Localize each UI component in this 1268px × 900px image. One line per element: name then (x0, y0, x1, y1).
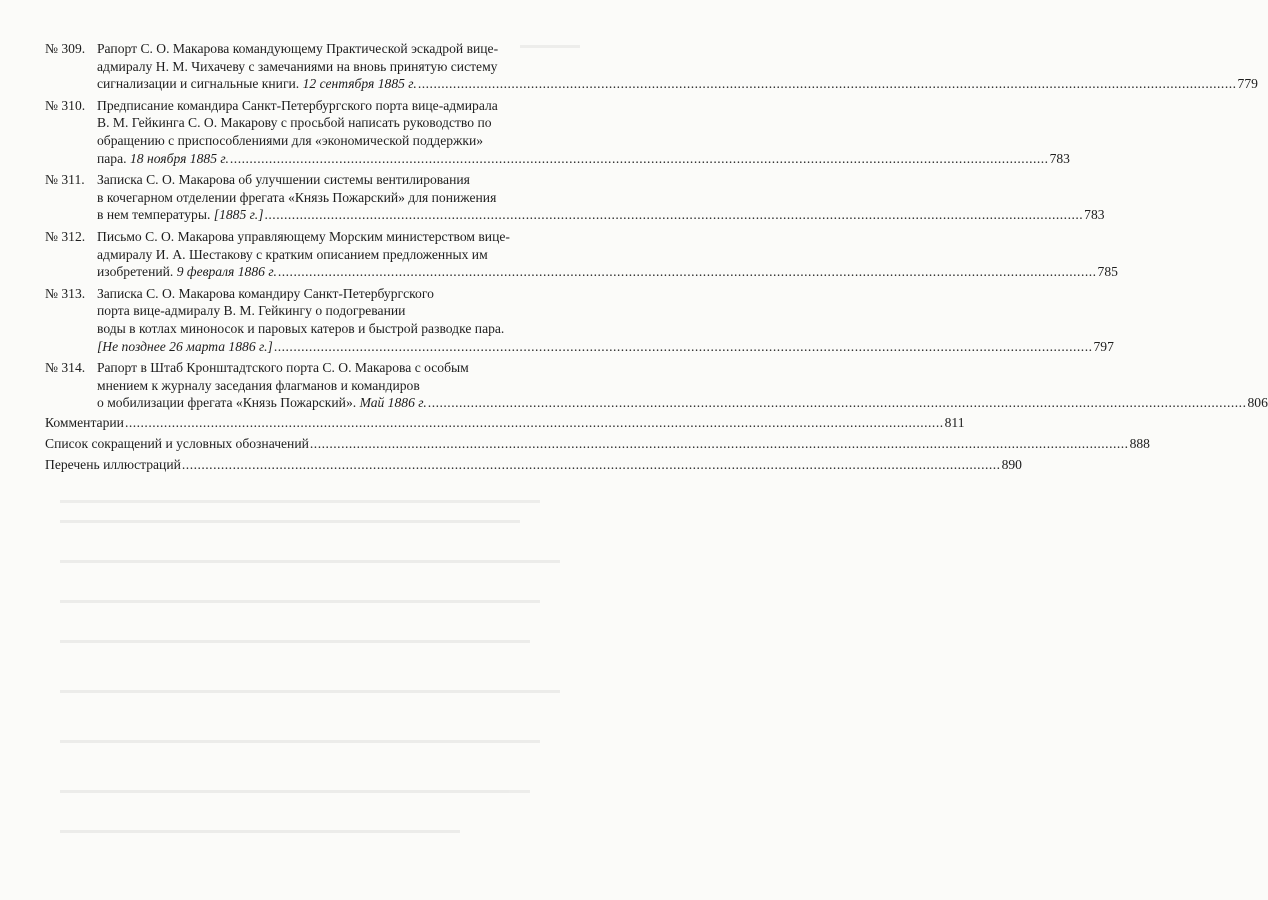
entry-title-line: мнением к журналу заседания флагманов и командиров (97, 377, 420, 393)
entry-last-line (97, 206, 1105, 224)
entry-title-line: В. М. Гейкинга С. О. Макарову с просьбой написать руководство по (97, 115, 492, 131)
entry-date: 18 ноября 1885 г. (129, 150, 229, 166)
entry-page-number: 797 (1093, 338, 1114, 354)
entry-title-line: Рапорт С. О. Макарова командующему Практической эскадрой вице- (97, 41, 499, 56)
entry-date: Май 1886 г. (359, 395, 427, 411)
entry-last-line (97, 150, 1070, 168)
toc-entry[interactable] (45, 171, 1105, 224)
entry-date: 9 февраля 1886 г. (176, 264, 277, 280)
entry-number: № 309. (45, 41, 86, 56)
entry-title-line: Записка С. О. Макарова командиру Санкт-Петербургского (97, 285, 434, 301)
entry-date: [Не позднее 26 марта 1886 г.] (97, 338, 273, 354)
entry-body (97, 285, 1114, 355)
entry-title-line: Предписание командира Санкт-Петербургского порта вице-адмирала (97, 97, 498, 113)
entry-title-line: в кочегарном отделении фрегата «Князь Пожарский» для понижения (97, 189, 497, 205)
entry-title-tail: пара. (97, 150, 127, 166)
entry-body (97, 97, 1070, 167)
entry-number: № 310. (45, 97, 86, 113)
entry-date: 12 сентября 1885 г. (302, 76, 417, 92)
entry-number: № 312. (45, 228, 86, 244)
entry-title-line: Записка С. О. Макарова об улучшении системы вентилирования (97, 172, 470, 188)
entry-last-line (97, 263, 1118, 281)
entry-body (97, 171, 1105, 224)
entry-title-line: адмиралу И. А. Шестакову с кратким описанием предложенных им (97, 246, 488, 262)
entry-title-line: обращению с приспособлениями для «экономической поддержки» (97, 132, 484, 148)
entry-title-line: Письмо С. О. Макарова управляющему Морским министерством вице- (97, 228, 510, 244)
dot-leader (310, 433, 1129, 454)
entry-number: № 311. (45, 172, 85, 188)
entry-title-line: Рапорт в Штаб Кронштадтского порта С. О. Макарова с особым (97, 360, 469, 376)
toc-entry[interactable] (45, 228, 1118, 281)
dot-leader (182, 454, 1001, 475)
entry-title-line: порта вице-адмиралу В. М. Гейкингу о подогревании (97, 303, 406, 319)
entry-body (97, 359, 1268, 412)
toc-entry[interactable] (45, 285, 1114, 355)
entry-body (97, 40, 1258, 93)
entry-title-tail: изобретений. (97, 264, 174, 280)
appendix-page-number: 890 (1001, 457, 1022, 472)
entry-title-tail: в нем температуры. (97, 207, 211, 223)
appendix-label: Перечень иллюстраций (45, 457, 181, 472)
appendix-label: Список сокращений и условных обозначений (45, 436, 309, 451)
toc-entries (45, 40, 1268, 416)
toc-appendix (45, 412, 1150, 475)
entry-last-line (97, 394, 1268, 412)
toc-entry[interactable] (45, 40, 1258, 93)
entry-number: № 313. (45, 285, 86, 301)
entry-page-number: 783 (1084, 207, 1105, 223)
entry-date: [1885 г.] (213, 207, 264, 223)
entry-title-tail: о мобилизации фрегата «Князь Пожарский». (97, 395, 357, 411)
entry-number: № 314. (45, 360, 86, 376)
entry-page-number: 779 (1237, 76, 1258, 92)
appendix-label: Комментарии (45, 415, 124, 430)
dot-leader (278, 263, 1097, 281)
entry-body (97, 228, 1118, 281)
appendix-entry[interactable] (45, 433, 1150, 454)
appendix-page-number: 888 (1129, 436, 1150, 451)
toc-entry[interactable] (45, 359, 1268, 412)
dot-leader (274, 338, 1093, 356)
dot-leader (428, 394, 1247, 412)
entry-title-tail: сигнализации и сигнальные книги. (97, 76, 300, 92)
appendix-page-number: 811 (944, 415, 965, 430)
entry-page-number: 785 (1097, 264, 1118, 280)
entry-title-line: адмиралу Н. М. Чихачеву с замечаниями на вновь принятую систему (97, 58, 498, 74)
entry-page-number: 783 (1049, 150, 1070, 166)
dot-leader (418, 75, 1237, 93)
dot-leader (125, 412, 944, 433)
dot-leader (230, 150, 1049, 168)
entry-page-number: 806 (1247, 395, 1268, 411)
appendix-entry[interactable] (45, 454, 1022, 475)
entry-last-line (97, 338, 1114, 356)
dot-leader (265, 206, 1084, 224)
entry-last-line (97, 75, 1258, 93)
appendix-entry[interactable] (45, 412, 965, 433)
entry-title-line: воды в котлах миноносок и паровых катеров и быстрой разводке пара. (97, 320, 505, 336)
toc-entry[interactable] (45, 97, 1070, 167)
